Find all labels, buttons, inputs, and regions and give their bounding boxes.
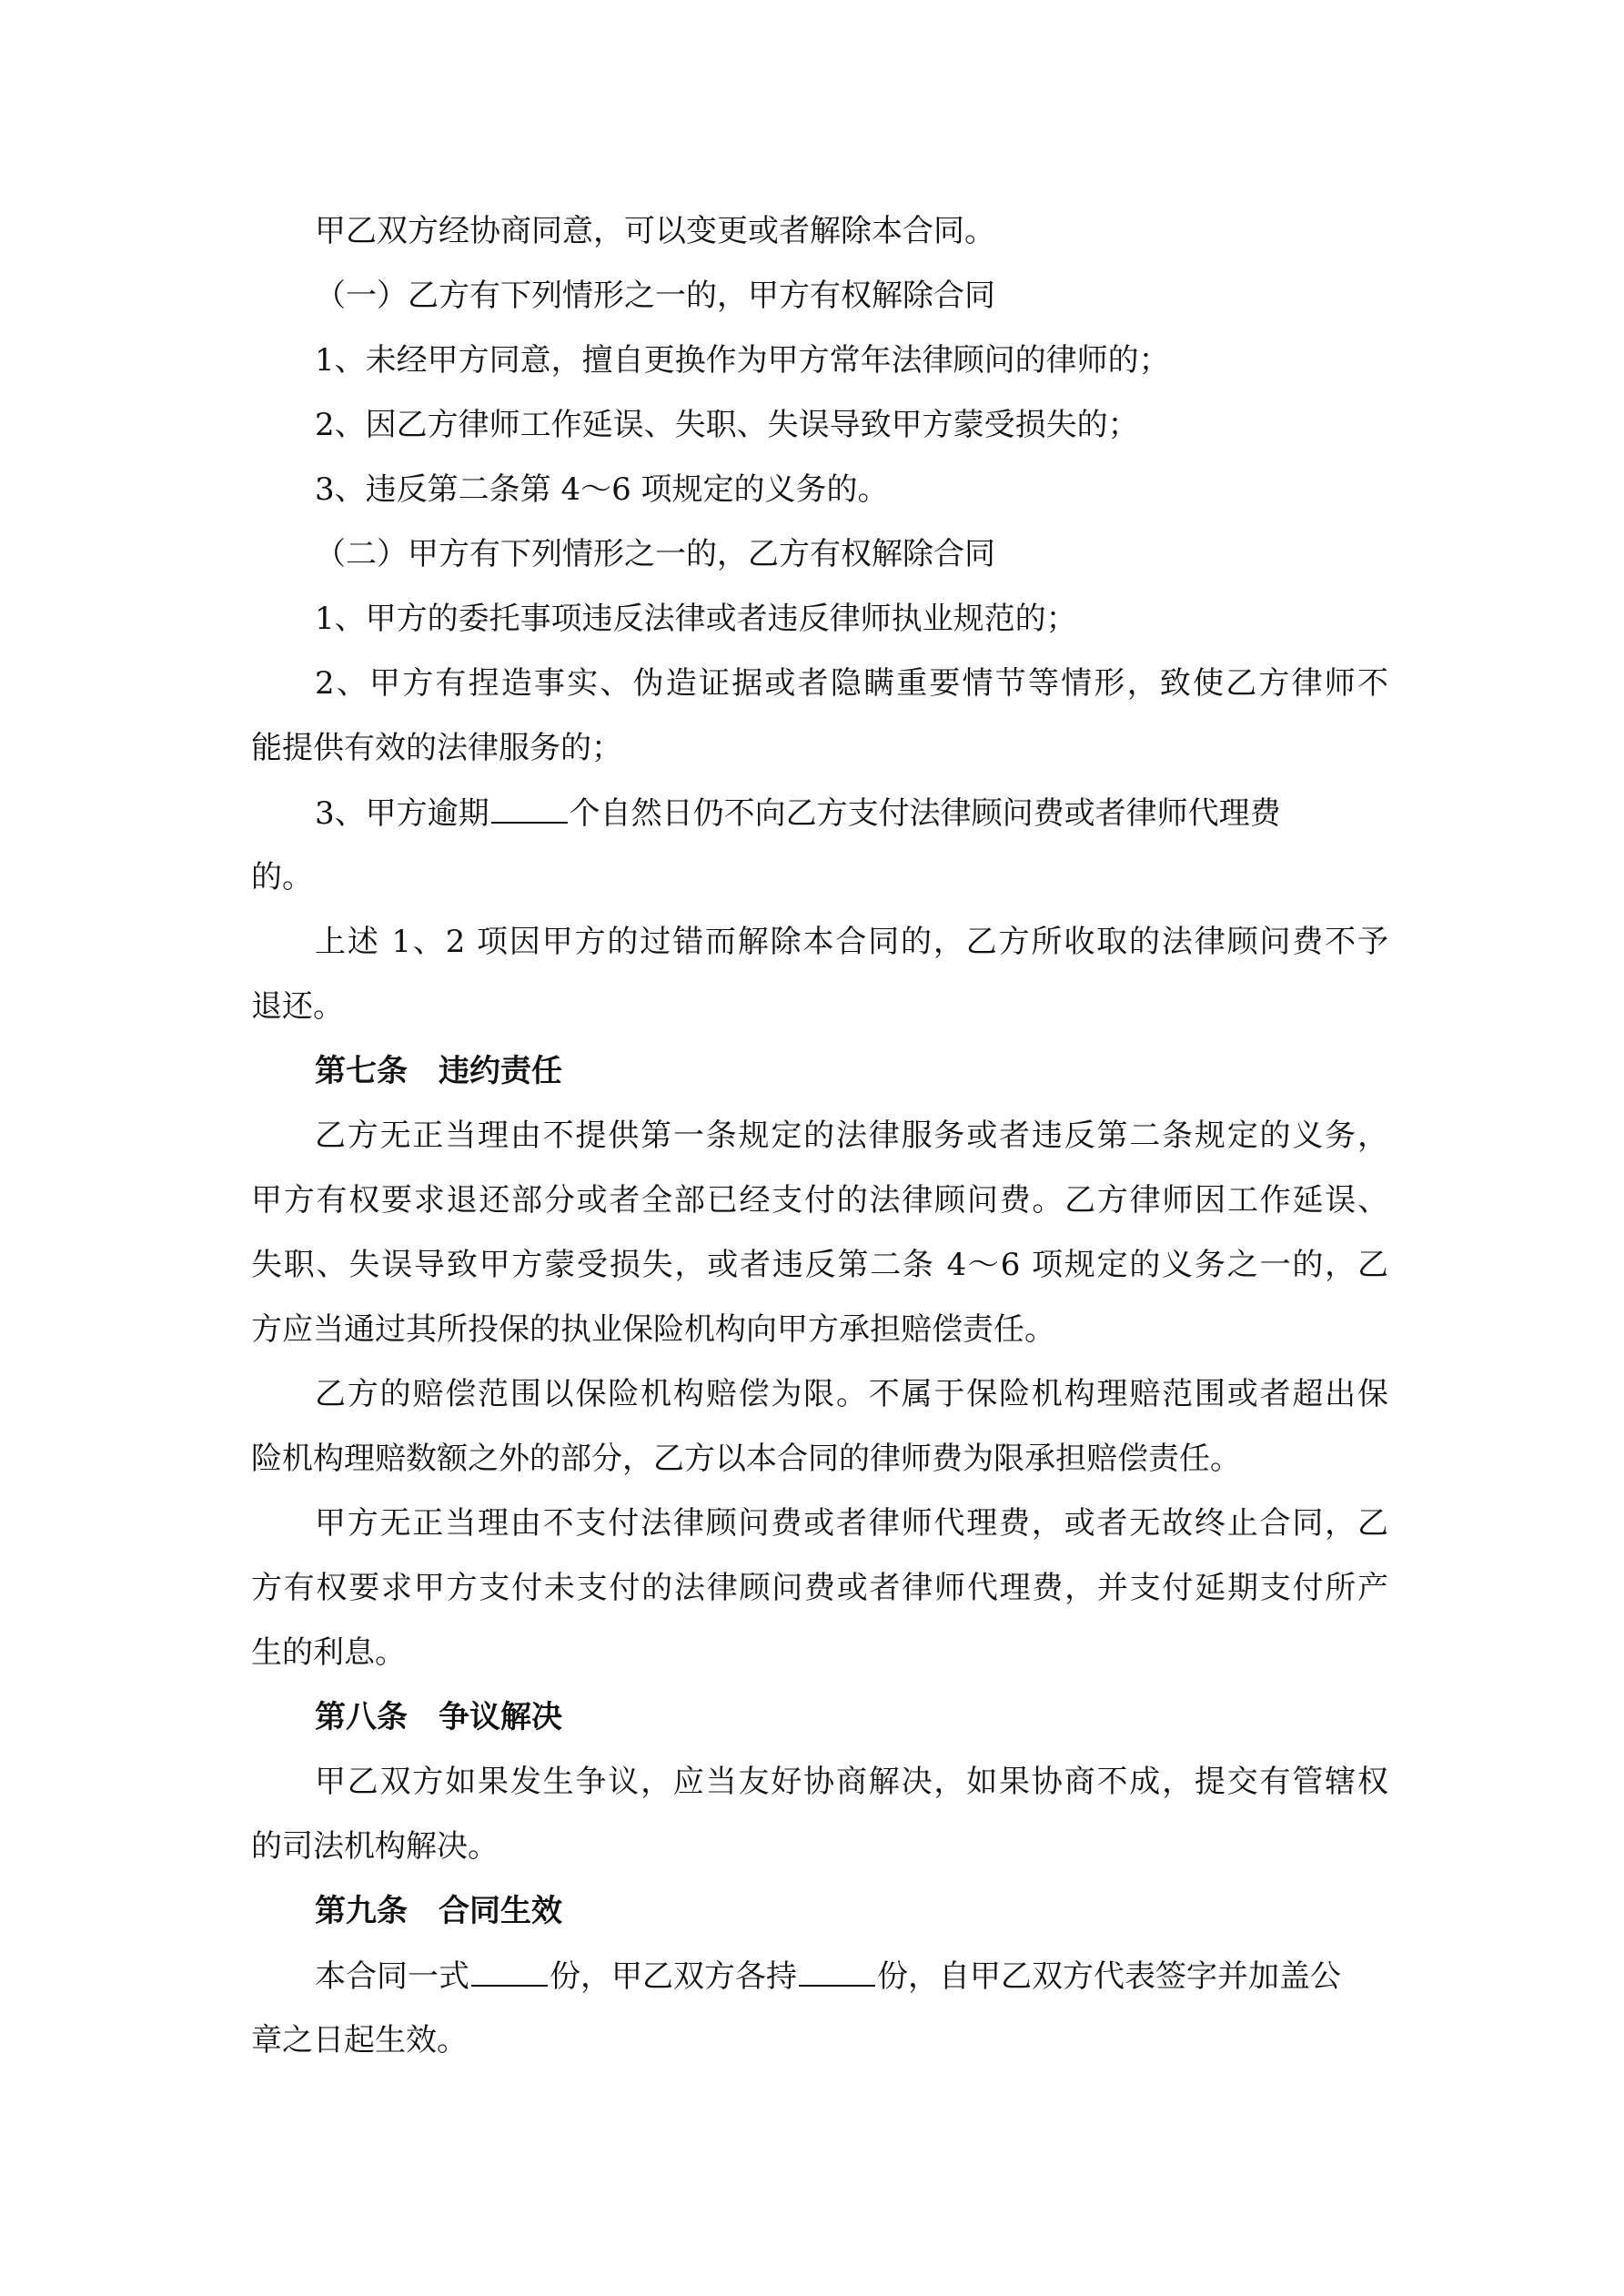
article-9-paragraph xyxy=(315,1957,1341,1995)
list-item: 3、违反第二条第 4～6 项规定的义务的。 xyxy=(315,471,889,508)
list-item: 1、甲方的委托事项违反法律或者违反律师执业规范的； xyxy=(315,601,1077,637)
article-7-paragraph: 方有权要求甲方支付未支付的法律顾问费或者律师代理费，并支付延期支付所产 xyxy=(251,1570,1388,1606)
article-7-paragraph: 乙方无正当理由不提供第一条规定的法律服务或者违反第二条规定的义务， xyxy=(315,1118,1388,1154)
article-7-paragraph: 甲方有权要求退还部分或者全部已经支付的法律顾问费。乙方律师因工作延误、 xyxy=(251,1182,1388,1219)
total-copies-blank[interactable] xyxy=(471,1957,548,1987)
article-8-title: 第八条 争议解决 xyxy=(315,1699,562,1735)
list-item-continuation: 的。 xyxy=(251,859,313,895)
copies-text-a: 本合同一式 xyxy=(315,1958,469,1995)
article-7-paragraph: 险机构理赔数额之外的部分，乙方以本合同的律师费为限承担赔偿责任。 xyxy=(251,1441,1241,1477)
article-7-paragraph: 失职、失误导致甲方蒙受损失，或者违反第二条 4～6 项规定的义务之一的，乙 xyxy=(251,1247,1388,1283)
list-item: 2、甲方有捏造事实、伪造证据或者隐瞒重要情节等情形，致使乙方律师不 xyxy=(315,665,1388,702)
article-7-title: 第七条 违约责任 xyxy=(315,1053,562,1089)
article-7-paragraph: 甲方无正当理由不支付法律顾问费或者律师代理费，或者无故终止合同，乙 xyxy=(315,1505,1388,1542)
each-party-copies-blank[interactable] xyxy=(799,1957,875,1987)
section-title-party-a-termination: （一）乙方有下列情形之一的，甲方有权解除合同 xyxy=(315,278,995,314)
section-title-party-b-termination: （二）甲方有下列情形之一的，乙方有权解除合同 xyxy=(315,536,995,572)
list-item: 2、因乙方律师工作延误、失职、失误导致甲方蒙受损失的； xyxy=(315,407,1139,443)
overdue-days-blank[interactable] xyxy=(491,794,568,824)
article-9-title: 第九条 合同生效 xyxy=(315,1893,562,1929)
article-9-paragraph: 章之日起生效。 xyxy=(251,2022,468,2058)
article-8-paragraph: 甲乙双方如果发生争议，应当友好协商解决，如果协商不成，提交有管辖权 xyxy=(315,1764,1388,1800)
article-7-paragraph: 方应当通过其所投保的执业保险机构向甲方承担赔偿责任。 xyxy=(251,1311,1055,1348)
copies-text-b: 份，甲乙双方各持 xyxy=(550,1958,797,1995)
article-7-paragraph: 生的利息。 xyxy=(251,1634,406,1671)
paragraph-refund: 上述 1、2 项因甲方的过错而解除本合同的，乙方所收取的法律顾问费不予 xyxy=(315,924,1388,960)
paragraph-refund-continuation: 退还。 xyxy=(251,988,344,1025)
list-item: 1、未经甲方同意，擅自更换作为甲方常年法律顾问的律师的； xyxy=(315,342,1170,379)
article-8-paragraph: 的司法机构解决。 xyxy=(251,1828,499,1865)
copies-text-c: 份，自甲乙双方代表签字并加盖公 xyxy=(877,1958,1341,1995)
list-item-continuation: 能提供有效的法律服务的； xyxy=(251,730,622,766)
overdue-text-b: 个自然日仍不向乙方支付法律顾问费或者律师代理费 xyxy=(569,795,1281,832)
list-item-overdue xyxy=(315,794,1281,832)
paragraph-amend: 甲乙双方经协商同意，可以变更或者解除本合同。 xyxy=(315,213,995,249)
overdue-text-a: 3、甲方逾期 xyxy=(315,795,489,832)
article-7-paragraph: 乙方的赔偿范围以保险机构赔偿为限。不属于保险机构理赔范围或者超出保 xyxy=(315,1376,1388,1412)
